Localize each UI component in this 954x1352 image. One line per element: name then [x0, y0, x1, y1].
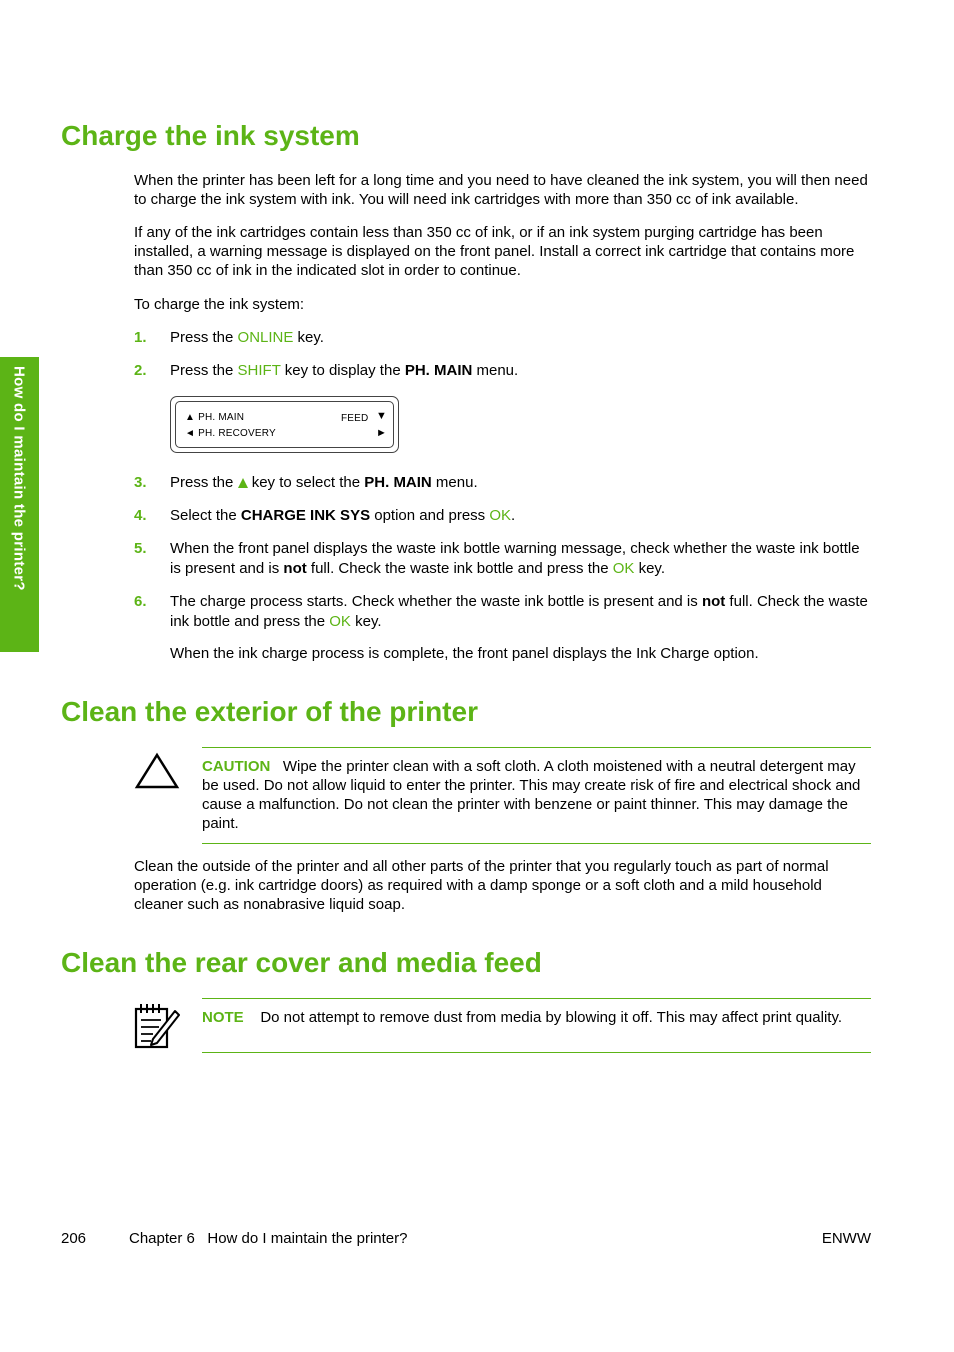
key-online: ONLINE	[237, 329, 294, 346]
side-tab	[0, 357, 39, 652]
note-box	[202, 1008, 874, 1027]
step-number: 4.	[134, 507, 147, 524]
up-arrow-key-icon	[238, 478, 248, 488]
note-text: Do not attempt to remove dust from media by blowing it off. This may affect print quality.	[260, 1009, 843, 1026]
caution-top-rule	[202, 747, 871, 748]
caution-label: CAUTION	[202, 758, 271, 775]
key-ok: OK	[489, 507, 512, 524]
section-title-charge: Charge the ink system	[61, 120, 360, 151]
footer-enww: ENWW	[821, 1230, 871, 1247]
right-arrow-icon: ►	[376, 427, 388, 439]
key-shift: SHIFT	[237, 362, 281, 379]
step-number: 6.	[134, 593, 147, 610]
note-bottom-rule	[202, 1052, 871, 1053]
step-number: 2.	[134, 362, 147, 379]
paragraph: When the printer has been left for a long time and you need to have cleaned the ink system, you will then need to charge the ink system with ink. You will need ink cartridges with more than 350 cc of ink available.	[134, 172, 868, 208]
front-panel-display	[170, 396, 399, 453]
side-tab-label: How do I maintain the printer?	[10, 366, 28, 591]
step-number: 5.	[134, 540, 147, 557]
note-top-rule	[202, 998, 871, 999]
key-ok: OK	[329, 612, 351, 630]
lcd-line2-left: ◄ PH. RECOVERY	[185, 428, 276, 439]
caution-text: Wipe the printer clean with a soft cloth. A cloth moistened with a neutral detergent may be used. Do not allow liquid to enter the printer. This may create risk of fire and electrical shock and cause a malfunction. Do not clean the printer with benzene or paint thinner. This may damage the paint.	[202, 758, 861, 832]
paragraph: Clean the outside of the printer and all other parts of the printer that you regularly touch as part of normal operation (e.g. ink cartridge doors) as required with a damp sponge or a soft cloth and a mild household cleaner such as nonabrasive liquid soap.	[134, 858, 829, 913]
paragraph: If any of the ink cartridges contain less than 350 cc of ink, or if an ink system purging cartridge has been installed, a warning message is displayed on the front panel. Install a correct ink cartridge that contains more than 350 cc of ink in the indicated slot in order to continue.	[134, 224, 855, 279]
section-title-exterior: Clean the exterior of the printer	[61, 696, 478, 727]
page-number: 206	[61, 1230, 87, 1247]
note-label: NOTE	[202, 1009, 244, 1026]
lcd-line1-right: FEED	[341, 413, 369, 424]
footer-chapter: Chapter 6 How do I maintain the printer?	[129, 1230, 408, 1247]
lcd-line1-left: ▲ PH. MAIN	[185, 412, 245, 423]
note-pad-icon	[133, 1002, 181, 1050]
caution-bottom-rule	[202, 843, 871, 844]
section-title-rear-cover: Clean the rear cover and media feed	[61, 947, 542, 978]
paragraph: To charge the ink system:	[134, 296, 305, 313]
caution-box	[202, 757, 874, 833]
caution-triangle-icon	[134, 752, 180, 790]
down-arrow-icon: ▼	[376, 410, 388, 422]
key-ok: OK	[612, 559, 635, 577]
step-number: 3.	[134, 474, 147, 491]
step-number: 1.	[134, 329, 147, 346]
